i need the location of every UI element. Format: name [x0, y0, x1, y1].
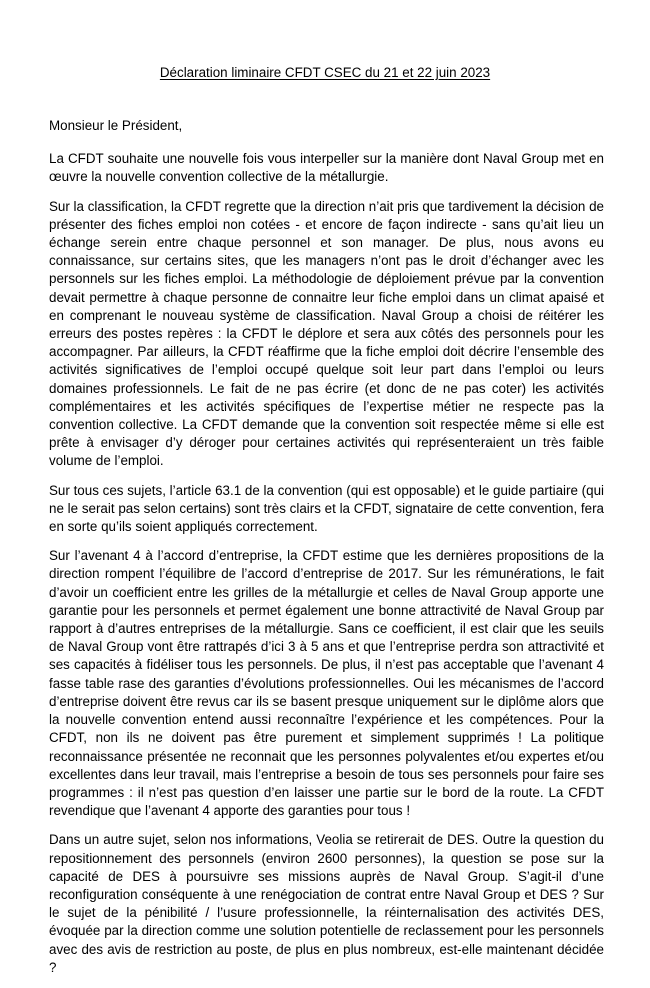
paragraph-classification: Sur la classification, la CFDT regrette que la direction n’ait pris que tardivement la décision de présenter des fiches emploi non cotées - et encore de façon indirecte - sans qu’ait lieu un échange serein entre chaque personnel et son manager. De plus, nous avons eu connaissance, sur certains sites, que les managers n’ont pas le droit d’échanger avec les personnels sur les fiches emploi. La méthodologie de déploiement prévue par la convention devait permettre à chaque personne de connaitre leur fiche emploi dans un climat apaisé et en comprenant le nouveau système de classification. Naval Group a choisi de réitérer les erreurs des postes repères : la CFDT le déplore et sera aux côtés des personnels pour les accompagner. Par ailleurs, la CFDT réaffirme que la fiche emploi doit décrire l’ensemble des activités significatives de l’emploi occupé quelque soit leur part dans l’emploi ou leurs domaines professionnels. Le fait de ne pas écrire (et donc de ne pas coter) les activités complémentaires et les activités spécifiques de l’expertise métier ne respecte pas la convention collective. La CFDT demande que la convention soit respectée même si elle est prête à envisager d’y déroger pour certaines activités qui représenteraient un très faible volume de l’emploi.	[49, 198, 604, 469]
document-title: Déclaration liminaire CFDT CSEC du 21 et 22 juin 2023	[159, 65, 491, 80]
paragraph-veolia-des: Dans un autre sujet, selon nos informations, Veolia se retirerait de DES. Outre la question du repositionnement des personnels (environ 2600 personnes), la question se pose sur la capacité de DES à poursuivre ses missions auprès de Naval Group. S’agit-il d’une reconfiguration conséquente à une renégociation de contrat entre Naval Group et DES ? Sur le sujet de la pénibilité / l’usure professionnelle, la réinternalisation des activités DES, évoquée par la direction comme une solution potentielle de reclassement pour les personnels avec des avis de restriction au poste, de plus en plus nombreux, est-elle maintenant décidée ?	[49, 832, 604, 975]
paragraph-intro: La CFDT souhaite une nouvelle fois vous interpeller sur la manière dont Naval Group met en œuvre la nouvelle convention collective de la métallurgie.	[49, 151, 604, 185]
paragraph-avenant-4: Sur l’avenant 4 à l’accord d’entreprise, la CFDT estime que les dernières propositions de la direction rompent l’équilibre de l’accord d’entreprise de 2017. Sur les rémunérations, le fait d’avoir un coefficient entre les grilles de la métallurgie et celles de Naval Group apporte une garantie pour les personnels et permet également une bonne attractivité de Naval Group par rapport à d’autres entreprises de la métallurgie. Sans ce coefficient, il est clair que les seuils de Naval Group vont être rattrapés d’ici 3 à 5 ans et que l’entreprise perdra son attractivité et ses capacités à fidéliser tous les personnels. De plus, il n’est pas acceptable que l’avenant 4 fasse table rase des garanties d’évolutions professionnelles. Oui les mécanismes de l’accord d’entreprise doivent être revus car ils se basent presque uniquement sur le diplôme alors que la nouvelle convention entend aussi reconnaître l’expérience et les compétences. Pour la CFDT, non ils ne doivent pas être purement et simplement supprimés ! La politique reconnaissance présentée ne reconnait que les personnes polyvalentes et/ou expertes et/ou excellentes dans leur travail, mais l’entreprise a besoin de tous ses personnels pour faire ses programmes : il n’est pas question d’en laisser une partie sur le bord de la route. La CFDT revendique que l’avenant 4 apporte des garanties pour tous !	[49, 548, 604, 819]
document-body	[49, 117, 604, 988]
paragraph-article-63: Sur tous ces sujets, l’article 63.1 de la convention (qui est opposable) et le guide partiaire (qui ne le serait pas selon certains) sont très clairs et la CFDT, signataire de cette convention, fera en sorte qu’ils soient appliqués correctement.	[49, 482, 604, 535]
salutation: Monsieur le Président,	[49, 118, 183, 133]
